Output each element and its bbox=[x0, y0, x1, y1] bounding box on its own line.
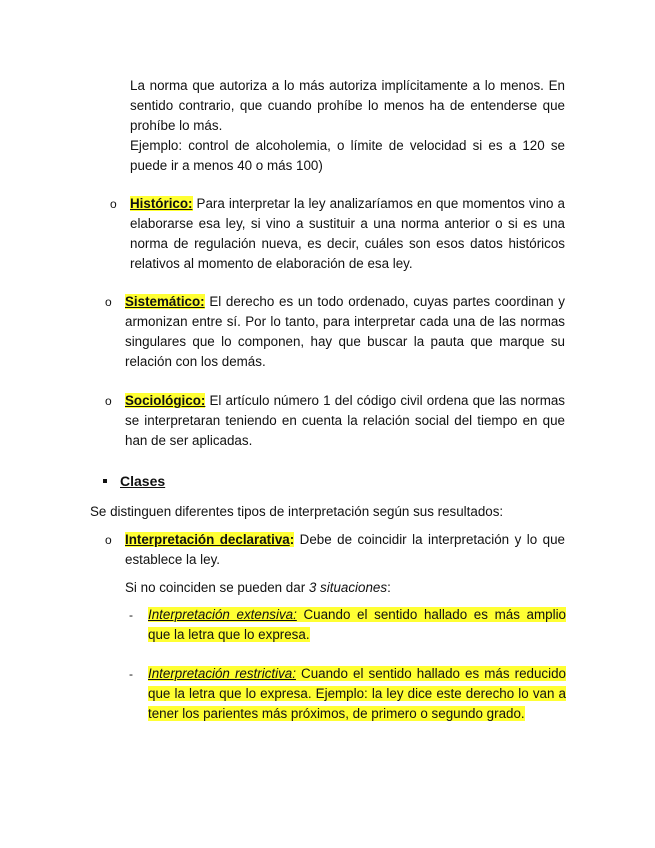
list-bullet: o bbox=[105, 295, 112, 309]
list-item-declarativa bbox=[125, 530, 565, 570]
list-item-sociologico bbox=[125, 391, 565, 451]
sub-item-restrictiva bbox=[148, 664, 566, 724]
historico-text: Para interpretar la ley analizaríamos en que momentos vino a elaborarse esa ley, si vino a sustituir a una norma anterior o si es una norma de regulación nueva, es decir, cuáles son esos datos históricos relativos al momento de elaboración de esa ley. bbox=[130, 196, 565, 271]
term-historico: Histórico: bbox=[130, 196, 193, 211]
list-bullet: o bbox=[105, 394, 112, 408]
term-declarativa-colon: : bbox=[289, 532, 295, 547]
sistematico-text: El derecho es un todo ordenado, cuyas partes coordinan y armonizan entre sí. Por lo tanto, para interpretar cada una de las normas singulares que lo componen, hay que buscar la pauta que marque su relación con los demás. bbox=[125, 294, 565, 369]
section-intro: Se distinguen diferentes tipos de interpretación según sus resultados: bbox=[90, 504, 504, 519]
list-bullet: o bbox=[110, 197, 117, 211]
situations-pre: Si no coinciden se pueden dar bbox=[125, 580, 309, 595]
term-sociologico: Sociológico: bbox=[125, 393, 206, 408]
intro-text: La norma que autoriza a lo más autoriza implícitamente a lo menos. En sentido contrario, que cuando prohíbe lo menos ha de entenderse que prohíbe lo más. bbox=[130, 78, 565, 133]
list-item-sistematico bbox=[125, 292, 565, 372]
sub-item-extensiva bbox=[148, 605, 566, 645]
situations-em: 3 situaciones bbox=[308, 580, 388, 595]
situations-post: : bbox=[387, 580, 391, 595]
term-sistematico: Sistemático: bbox=[125, 294, 205, 309]
restrictiva-text: Cuando el sentido hallado es más reducido que la letra que lo expresa. Ejemplo: la ley dice este derecho lo van a tener los parientes más próximos, de primero o segundo grado. bbox=[148, 666, 566, 721]
dash-bullet: - bbox=[129, 667, 133, 681]
sociologico-text: El artículo número 1 del código civil ordena que las normas se interpretaran teniendo en cuenta la relación social del tiempo en que han de ser aplicadas. bbox=[125, 393, 565, 448]
term-restrictiva: Interpretación restrictiva: bbox=[148, 666, 296, 681]
extensiva-text: Cuando el sentido hallado es más amplio que la letra que lo expresa. bbox=[148, 607, 566, 642]
section-title: Clases bbox=[120, 473, 166, 489]
term-extensiva: Interpretación extensiva: bbox=[148, 607, 297, 622]
declarativa-text: Debe de coincidir la interpretación y lo que establece la ley. bbox=[125, 532, 565, 567]
list-item-historico bbox=[130, 194, 565, 274]
term-declarativa: Interpretación declarativa bbox=[125, 532, 290, 547]
intro-paragraph bbox=[130, 76, 565, 176]
dash-bullet: - bbox=[129, 608, 133, 622]
intro-example: Ejemplo: control de alcoholemia, o límite de velocidad si es a 120 se puede ir a menos 40 o más 100) bbox=[130, 138, 565, 173]
section-bullet-square bbox=[103, 479, 107, 483]
list-bullet: o bbox=[105, 533, 112, 547]
situations-line bbox=[125, 578, 565, 598]
